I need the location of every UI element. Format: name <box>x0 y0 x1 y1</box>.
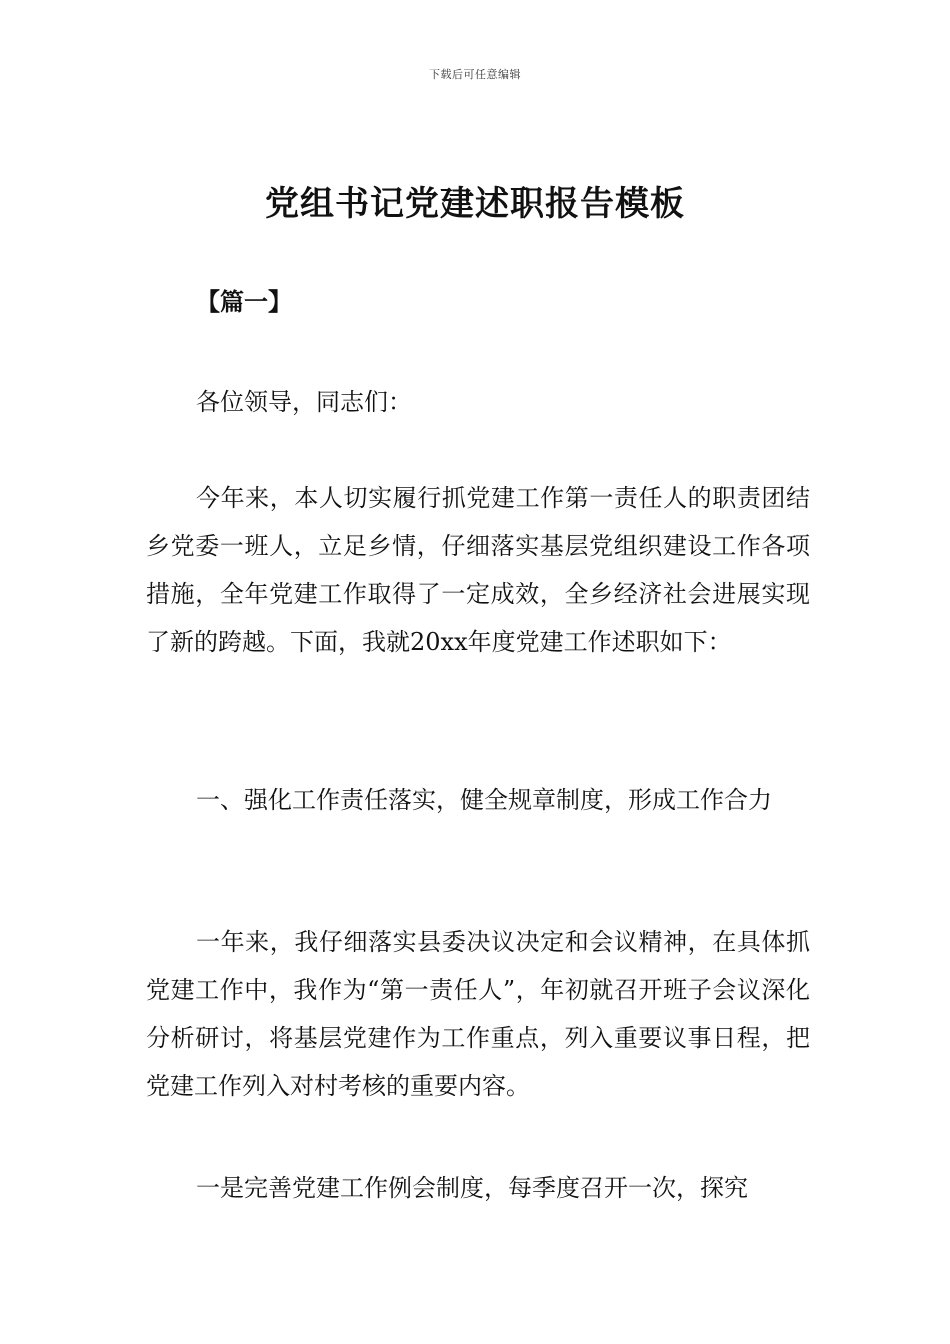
greeting-paragraph: 各位领导，同志们： <box>196 388 412 416</box>
section-heading-1: 一、强化工作责任落实，健全规章制度，形成工作合力 <box>196 786 772 814</box>
section-tag: 【篇一】 <box>196 287 292 316</box>
header-note: 下载后可任意编辑 <box>429 68 521 81</box>
body-paragraph-1: 一年来，我仔细落实县委决议决定和会议精神，在具体抓党建工作中，我作为“第一责任人”，年初就召开班子会议深化分析研讨，将基层党建作为工作重点，列入重要议事日程，把党建工作列入对村考核的重要内容。 <box>146 928 810 1100</box>
body-paragraph-2: 一是完善党建工作例会制度，每季度召开一次，探究 <box>196 1174 748 1202</box>
intro-paragraph: 今年来，本人切实履行抓党建工作第一责任人的职责团结乡党委一班人，立足乡情，仔细落实基层党组织建设工作各项措施，全年党建工作取得了一定成效，全乡经济社会进展实现了新的跨越。下面，我就20xx年度党建工作述职如下： <box>146 484 810 656</box>
document-title: 党组书记党建述职报告模板 <box>265 184 685 224</box>
